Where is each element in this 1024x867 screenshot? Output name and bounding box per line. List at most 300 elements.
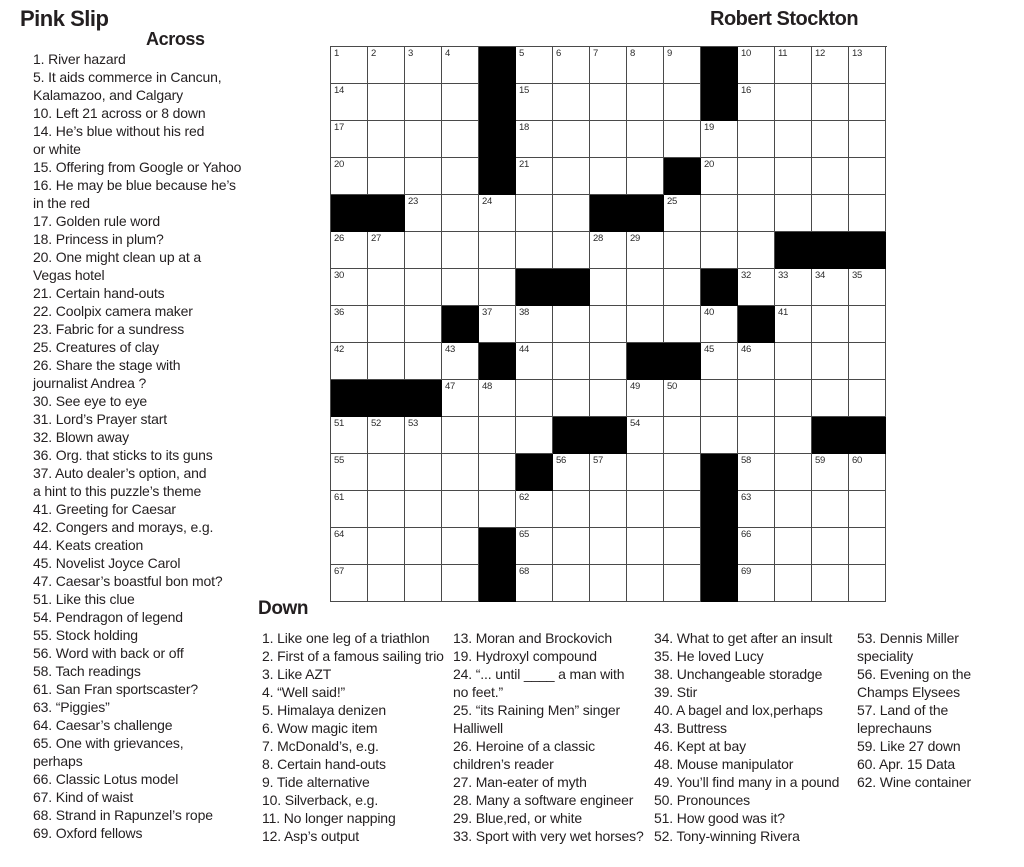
grid-cell[interactable] <box>701 158 738 195</box>
grid-cell[interactable] <box>590 84 627 121</box>
grid-cell[interactable] <box>368 565 405 602</box>
grid-cell[interactable] <box>738 528 775 565</box>
grid-cell[interactable] <box>331 454 368 491</box>
grid-cell[interactable] <box>812 343 849 380</box>
across-clue-line: 36. Org. that sticks to its guns <box>33 447 213 463</box>
grid-cell[interactable] <box>368 47 405 84</box>
cell-number: 55 <box>334 455 344 466</box>
cell-number: 57 <box>593 455 603 466</box>
grid-cell[interactable] <box>331 84 368 121</box>
down-clue-line: 50. Pronounces <box>654 792 750 808</box>
grid-cell-black <box>479 565 516 602</box>
grid-cell[interactable] <box>331 232 368 269</box>
cell-number: 56 <box>556 455 566 466</box>
grid-cell[interactable] <box>442 380 479 417</box>
down-clue-column-1 <box>262 629 457 845</box>
cell-number: 8 <box>630 48 635 59</box>
down-clue-line: 48. Mouse manipulator <box>654 756 794 772</box>
across-clue-line: journalist Andrea ? <box>33 375 147 391</box>
across-clue-line: 64. Caesar’s challenge <box>33 717 173 733</box>
grid-cell[interactable] <box>775 454 812 491</box>
cell-number: 42 <box>334 344 344 355</box>
grid-cell[interactable] <box>664 528 701 565</box>
cell-number: 68 <box>519 566 529 577</box>
grid-cell[interactable] <box>331 306 368 343</box>
down-heading: Down <box>258 598 309 619</box>
cell-number: 27 <box>371 233 381 244</box>
grid-cell[interactable] <box>590 491 627 528</box>
grid-cell[interactable] <box>479 269 516 306</box>
grid-cell[interactable] <box>553 380 590 417</box>
grid-cell[interactable] <box>442 84 479 121</box>
grid-cell[interactable] <box>812 158 849 195</box>
cell-number: 40 <box>704 307 714 318</box>
grid-cell[interactable] <box>812 528 849 565</box>
cell-number: 30 <box>334 270 344 281</box>
grid-cell[interactable] <box>368 343 405 380</box>
cell-number: 62 <box>519 492 529 503</box>
grid-cell[interactable] <box>516 121 553 158</box>
grid-cell[interactable] <box>405 528 442 565</box>
grid-cell[interactable] <box>405 454 442 491</box>
grid-cell[interactable] <box>627 47 664 84</box>
grid-cell[interactable] <box>701 232 738 269</box>
down-clue-line: 56. Evening on the <box>857 666 972 682</box>
grid-cell[interactable] <box>331 158 368 195</box>
grid-cell[interactable] <box>701 380 738 417</box>
grid-cell[interactable] <box>516 417 553 454</box>
grid-cell[interactable] <box>442 343 479 380</box>
grid-cell[interactable] <box>331 343 368 380</box>
grid-cell[interactable] <box>738 565 775 602</box>
grid-cell[interactable] <box>405 417 442 454</box>
across-clue-line: 23. Fabric for a sundress <box>33 321 185 337</box>
grid-cell[interactable] <box>701 343 738 380</box>
grid-cell[interactable] <box>812 454 849 491</box>
grid-cell[interactable] <box>738 343 775 380</box>
down-clue-line: 59. Like 27 down <box>857 738 961 754</box>
puzzle-author: Robert Stockton <box>710 8 859 30</box>
cell-number: 3 <box>408 48 413 59</box>
down-clue-line: children’s reader <box>453 756 554 772</box>
across-clue-line: 56. Word with back or off <box>33 645 184 661</box>
across-heading: Across <box>146 29 205 49</box>
down-clue-line: 46. Kept at bay <box>654 738 746 754</box>
grid-cell[interactable] <box>331 269 368 306</box>
grid-cell-black <box>479 343 516 380</box>
grid-cell[interactable] <box>627 454 664 491</box>
cell-number: 54 <box>630 418 640 429</box>
grid-cell[interactable] <box>849 269 886 306</box>
grid-cell[interactable] <box>368 232 405 269</box>
down-clue-line: 24. “... until ____ a man with <box>453 666 625 682</box>
grid-cell[interactable] <box>849 47 886 84</box>
grid-cell[interactable] <box>553 232 590 269</box>
across-clue-line: Vegas hotel <box>33 267 105 283</box>
down-clue-line: 26. Heroine of a classic <box>453 738 595 754</box>
cell-number: 59 <box>815 455 825 466</box>
grid-cell[interactable] <box>738 195 775 232</box>
grid-cell[interactable] <box>664 269 701 306</box>
across-clue-line: 44. Keats creation <box>33 537 144 553</box>
down-clue-line: Halliwell <box>453 720 503 736</box>
grid-cell[interactable] <box>590 528 627 565</box>
across-clue-line: 47. Caesar’s boastful bon mot? <box>33 573 223 589</box>
grid-cell-black <box>479 47 516 84</box>
grid-cell[interactable] <box>664 454 701 491</box>
grid-cell[interactable] <box>849 565 886 602</box>
across-clue-line: 18. Princess in plum? <box>33 231 164 247</box>
grid-cell[interactable] <box>849 158 886 195</box>
grid-cell[interactable] <box>368 417 405 454</box>
cell-number: 43 <box>445 344 455 355</box>
grid-cell[interactable] <box>664 47 701 84</box>
cell-number: 50 <box>667 381 677 392</box>
grid-cell[interactable] <box>701 121 738 158</box>
grid-cell-black <box>331 195 368 232</box>
grid-cell[interactable] <box>738 491 775 528</box>
across-clue-line: 42. Congers and morays, e.g. <box>33 519 214 535</box>
cell-number: 13 <box>852 48 862 59</box>
grid-cell[interactable] <box>516 528 553 565</box>
grid-cell[interactable] <box>849 195 886 232</box>
grid-cell[interactable] <box>627 491 664 528</box>
grid-cell[interactable] <box>775 565 812 602</box>
grid-cell[interactable] <box>368 306 405 343</box>
grid-cell[interactable] <box>849 121 886 158</box>
grid-cell[interactable] <box>590 343 627 380</box>
down-clue-line: 49. You’ll find many in a pound <box>654 774 840 790</box>
grid-cell[interactable] <box>516 195 553 232</box>
down-clue-line: 57. Land of the <box>857 702 949 718</box>
grid-cell[interactable] <box>590 121 627 158</box>
grid-cell-black <box>479 158 516 195</box>
grid-cell-black <box>738 306 775 343</box>
grid-cell[interactable] <box>812 84 849 121</box>
grid-cell[interactable] <box>701 306 738 343</box>
grid-cell[interactable] <box>775 195 812 232</box>
grid-cell[interactable] <box>590 380 627 417</box>
cell-number: 66 <box>741 529 751 540</box>
across-clue-line: 31. Lord’s Prayer start <box>33 411 168 427</box>
grid-cell[interactable] <box>442 528 479 565</box>
grid-cell[interactable] <box>775 47 812 84</box>
grid-cell[interactable] <box>331 47 368 84</box>
grid-cell[interactable] <box>775 84 812 121</box>
grid-cell[interactable] <box>627 121 664 158</box>
down-clue-line: 2. First of a famous sailing trio <box>262 648 444 664</box>
grid-cell-black <box>553 417 590 454</box>
grid-cell[interactable] <box>664 84 701 121</box>
grid-cell-black <box>812 417 849 454</box>
grid-cell[interactable] <box>553 528 590 565</box>
grid-cell[interactable] <box>368 528 405 565</box>
down-clue-line: 60. Apr. 15 Data <box>857 756 956 772</box>
across-clue-line: 15. Offering from Google or Yahoo <box>33 159 242 175</box>
grid-cell-black <box>368 380 405 417</box>
grid-cell[interactable] <box>590 306 627 343</box>
grid-cell[interactable] <box>627 565 664 602</box>
grid-cell[interactable] <box>775 121 812 158</box>
across-clue-line: 32. Blown away <box>33 429 129 445</box>
cell-number: 35 <box>852 270 862 281</box>
grid-cell[interactable] <box>553 121 590 158</box>
grid-cell[interactable] <box>664 195 701 232</box>
grid-cell[interactable] <box>849 380 886 417</box>
grid-cell[interactable] <box>812 491 849 528</box>
grid-cell[interactable] <box>368 84 405 121</box>
grid-cell[interactable] <box>627 380 664 417</box>
down-clue-column-2 <box>453 629 658 845</box>
grid-cell[interactable] <box>553 454 590 491</box>
grid-cell[interactable] <box>738 417 775 454</box>
grid-cell[interactable] <box>627 158 664 195</box>
grid-cell[interactable] <box>405 343 442 380</box>
grid-cell[interactable] <box>590 47 627 84</box>
grid-cell-black <box>368 195 405 232</box>
cell-number: 53 <box>408 418 418 429</box>
down-clue-line: 4. “Well said!” <box>262 684 346 700</box>
cell-number: 63 <box>741 492 751 503</box>
grid-cell[interactable] <box>405 158 442 195</box>
grid-cell[interactable] <box>627 232 664 269</box>
grid-cell[interactable] <box>738 47 775 84</box>
grid-cell[interactable] <box>516 343 553 380</box>
grid-cell[interactable] <box>627 269 664 306</box>
cell-number: 28 <box>593 233 603 244</box>
grid-cell[interactable] <box>479 417 516 454</box>
grid-cell-black <box>664 343 701 380</box>
grid-cell[interactable] <box>516 47 553 84</box>
cell-number: 65 <box>519 529 529 540</box>
grid-cell[interactable] <box>738 269 775 306</box>
grid-cell[interactable] <box>442 232 479 269</box>
grid-cell[interactable] <box>812 121 849 158</box>
grid-cell[interactable] <box>738 232 775 269</box>
grid-cell[interactable] <box>405 121 442 158</box>
cell-number: 61 <box>334 492 344 503</box>
grid-cell[interactable] <box>627 84 664 121</box>
grid-cell[interactable] <box>738 454 775 491</box>
across-clue-line: 67. Kind of waist <box>33 789 134 805</box>
grid-cell[interactable] <box>775 491 812 528</box>
grid-cell[interactable] <box>590 269 627 306</box>
grid-cell[interactable] <box>516 565 553 602</box>
grid-cell[interactable] <box>442 47 479 84</box>
grid-cell[interactable] <box>479 195 516 232</box>
grid-cell[interactable] <box>405 47 442 84</box>
grid-cell[interactable] <box>849 491 886 528</box>
grid-cell[interactable] <box>849 528 886 565</box>
grid-cell[interactable] <box>812 47 849 84</box>
grid-cell[interactable] <box>331 121 368 158</box>
grid-cell[interactable] <box>331 417 368 454</box>
grid-cell-black <box>405 380 442 417</box>
grid-cell[interactable] <box>812 269 849 306</box>
grid-cell[interactable] <box>849 84 886 121</box>
grid-cell[interactable] <box>442 454 479 491</box>
grid-cell-black <box>664 158 701 195</box>
grid-cell[interactable] <box>442 158 479 195</box>
cell-number: 34 <box>815 270 825 281</box>
across-clue-line: 54. Pendragon of legend <box>33 609 183 625</box>
grid-cell[interactable] <box>775 158 812 195</box>
grid-cell[interactable] <box>775 528 812 565</box>
cell-number: 33 <box>778 270 788 281</box>
grid-cell[interactable] <box>590 454 627 491</box>
grid-cell[interactable] <box>812 195 849 232</box>
grid-cell-black <box>627 195 664 232</box>
cell-number: 12 <box>815 48 825 59</box>
grid-cell-black <box>479 121 516 158</box>
grid-cell[interactable] <box>516 491 553 528</box>
grid-cell[interactable] <box>331 565 368 602</box>
down-clue-line: 52. Tony-winning Rivera <box>654 828 800 844</box>
cell-number: 14 <box>334 85 344 96</box>
grid-cell[interactable] <box>849 306 886 343</box>
grid-cell[interactable] <box>664 306 701 343</box>
grid-cell[interactable] <box>849 454 886 491</box>
down-clue-line: 43. Buttress <box>654 720 727 736</box>
grid-cell[interactable] <box>738 121 775 158</box>
grid-cell-black <box>553 269 590 306</box>
grid-cell[interactable] <box>479 232 516 269</box>
grid-cell[interactable] <box>775 417 812 454</box>
grid-cell[interactable] <box>479 491 516 528</box>
cell-number: 24 <box>482 196 492 207</box>
across-clue-line: 68. Strand in Rapunzel’s rope <box>33 807 213 823</box>
cell-number: 9 <box>667 48 672 59</box>
grid-cell[interactable] <box>442 417 479 454</box>
grid-cell[interactable] <box>405 84 442 121</box>
grid-cell[interactable] <box>368 269 405 306</box>
cell-number: 16 <box>741 85 751 96</box>
across-clue-line: 58. Tach readings <box>33 663 141 679</box>
grid-cell[interactable] <box>516 232 553 269</box>
grid-cell[interactable] <box>812 306 849 343</box>
grid-cell[interactable] <box>516 84 553 121</box>
grid-cell[interactable] <box>812 565 849 602</box>
down-clue-line: 39. Stir <box>654 684 698 700</box>
grid-cell[interactable] <box>442 269 479 306</box>
grid-cell[interactable] <box>664 565 701 602</box>
grid-cell[interactable] <box>368 158 405 195</box>
grid-cell-black <box>701 84 738 121</box>
grid-cell-black <box>442 306 479 343</box>
grid-cell[interactable] <box>738 380 775 417</box>
crossword-grid <box>330 46 887 602</box>
across-clue-line: 22. Coolpix camera maker <box>33 303 193 319</box>
grid-cell[interactable] <box>405 565 442 602</box>
across-clue-line: 66. Classic Lotus model <box>33 771 179 787</box>
grid-cell[interactable] <box>590 232 627 269</box>
down-clue-line: 27. Man-eater of myth <box>453 774 587 790</box>
grid-cell[interactable] <box>479 454 516 491</box>
grid-cell[interactable] <box>701 195 738 232</box>
grid-cell[interactable] <box>442 491 479 528</box>
grid-cell[interactable] <box>405 491 442 528</box>
grid-cell[interactable] <box>553 565 590 602</box>
grid-cell-black <box>812 232 849 269</box>
down-clue-line: 51. How good was it? <box>654 810 785 826</box>
grid-cell[interactable] <box>479 306 516 343</box>
grid-cell[interactable] <box>738 158 775 195</box>
grid-cell[interactable] <box>627 528 664 565</box>
grid-cell[interactable] <box>516 158 553 195</box>
cell-number: 1 <box>334 48 339 59</box>
grid-cell[interactable] <box>331 528 368 565</box>
grid-cell[interactable] <box>553 84 590 121</box>
grid-cell[interactable] <box>775 306 812 343</box>
grid-cell[interactable] <box>664 491 701 528</box>
grid-cell[interactable] <box>442 121 479 158</box>
grid-cell[interactable] <box>627 417 664 454</box>
down-clue-line: no feet.” <box>453 684 504 700</box>
down-clue-line: 13. Moran and Brockovich <box>453 630 613 646</box>
grid-cell[interactable] <box>516 306 553 343</box>
across-clue-line: 61. San Fran sportscaster? <box>33 681 198 697</box>
down-clue-line: 7. McDonald’s, e.g. <box>262 738 379 754</box>
grid-cell[interactable] <box>664 417 701 454</box>
cell-number: 45 <box>704 344 714 355</box>
cell-number: 64 <box>334 529 344 540</box>
grid-cell[interactable] <box>553 158 590 195</box>
grid-cell[interactable] <box>442 195 479 232</box>
down-clue-line: speciality <box>857 648 914 664</box>
grid-cell-black <box>516 454 553 491</box>
grid-cell[interactable] <box>590 565 627 602</box>
grid-cell[interactable] <box>405 269 442 306</box>
grid-cell[interactable] <box>812 380 849 417</box>
grid-cell[interactable] <box>775 343 812 380</box>
grid-cell[interactable] <box>738 84 775 121</box>
grid-cell[interactable] <box>664 232 701 269</box>
grid-cell[interactable] <box>664 380 701 417</box>
grid-cell[interactable] <box>405 195 442 232</box>
grid-cell[interactable] <box>553 306 590 343</box>
grid-cell[interactable] <box>516 380 553 417</box>
grid-cell[interactable] <box>664 121 701 158</box>
grid-cell[interactable] <box>775 380 812 417</box>
grid-cell[interactable] <box>405 232 442 269</box>
grid-cell[interactable] <box>479 380 516 417</box>
grid-cell[interactable] <box>368 454 405 491</box>
grid-cell[interactable] <box>701 417 738 454</box>
grid-cell[interactable] <box>368 491 405 528</box>
across-clue-line: 65. One with grievances, <box>33 735 184 751</box>
cell-number: 6 <box>556 48 561 59</box>
across-clue-line: 69. Oxford fellows <box>33 825 143 841</box>
across-clue-line: 21. Certain hand-outs <box>33 285 165 301</box>
grid-cell[interactable] <box>590 158 627 195</box>
cell-number: 58 <box>741 455 751 466</box>
cell-number: 49 <box>630 381 640 392</box>
grid-cell[interactable] <box>775 269 812 306</box>
grid-cell[interactable] <box>553 491 590 528</box>
grid-cell[interactable] <box>553 343 590 380</box>
grid-cell[interactable] <box>849 343 886 380</box>
grid-cell[interactable] <box>553 47 590 84</box>
grid-cell[interactable] <box>553 195 590 232</box>
grid-cell[interactable] <box>442 565 479 602</box>
grid-cell[interactable] <box>331 491 368 528</box>
cell-number: 48 <box>482 381 492 392</box>
puzzle-title: Pink Slip <box>20 6 109 31</box>
grid-cell[interactable] <box>368 121 405 158</box>
grid-cell[interactable] <box>627 306 664 343</box>
grid-cell[interactable] <box>405 306 442 343</box>
cell-number: 15 <box>519 85 529 96</box>
